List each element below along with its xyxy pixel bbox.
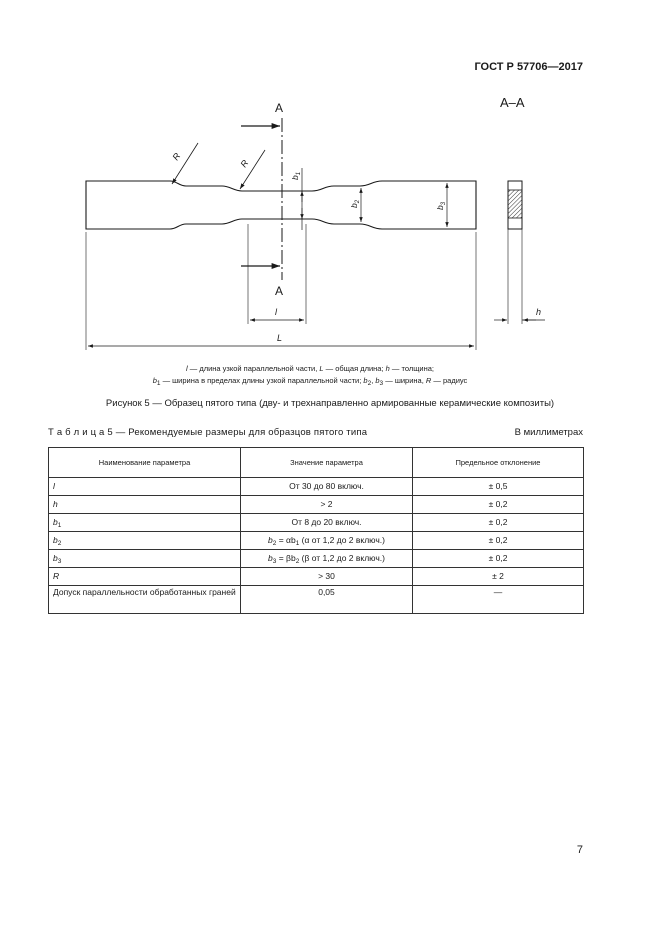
param-tolerance: — (413, 586, 584, 614)
param-value: От 8 до 20 включ. (241, 514, 413, 532)
table-row (49, 550, 584, 568)
param-value: > 2 (241, 496, 413, 514)
table-units: В миллиметрах (514, 427, 583, 438)
param-value: $b_3 = \beta b_2$ (β от 1,2 до 2 включ.) (241, 550, 413, 568)
dim-b2: $b_2$ (349, 199, 361, 208)
param-name: $b_2$ (49, 532, 241, 550)
param-tolerance: ± 0,2 (413, 532, 584, 550)
table-row (49, 496, 584, 514)
param-name: R (49, 568, 241, 586)
page-number: 7 (576, 844, 583, 856)
specimen-outline (86, 181, 476, 229)
specimen-drawing (0, 0, 661, 360)
dim-b3: $b_3$ (435, 201, 447, 210)
param-name: $b_1$ (49, 514, 241, 532)
figure-caption: Рисунок 5 — Образец пятого типа (дву- и трехнаправленно армированные керамические композиты) (105, 398, 555, 409)
param-tolerance: ± 2 (413, 568, 584, 586)
param-name: h (49, 496, 241, 514)
col-header-value: Значение параметра (241, 448, 413, 478)
param-value: 0,05 (241, 586, 413, 614)
dim-l: l (275, 307, 277, 317)
table-row (49, 514, 584, 532)
param-name: l (49, 478, 241, 496)
param-value: От 30 до 80 включ. (241, 478, 413, 496)
document-header: ГОСТ Р 57706—2017 (474, 61, 583, 73)
table-row (49, 568, 584, 586)
param-tolerance: ± 0,2 (413, 496, 584, 514)
figure-legend: l — длина узкой параллельной части, L — общая длина; h — толщина; $b_1$ — ширина в пределах длины узкой параллельной части; $b_2$, $b_3$ — ширина, R — радиус (152, 364, 468, 387)
param-tolerance: ± 0,2 (413, 514, 584, 532)
table-row (49, 586, 584, 614)
table-row (49, 478, 584, 496)
param-tolerance: ± 0,2 (413, 550, 584, 568)
section-title: А–А (500, 95, 525, 110)
dim-b1: $b_1$ (290, 171, 302, 180)
dim-h: h (536, 307, 542, 317)
section-marker-bottom: А (275, 284, 284, 298)
param-value: $b_2 = \alpha b_1$ (α от 1,2 до 2 включ.) (241, 532, 413, 550)
table-header-row (49, 448, 584, 478)
param-value: > 30 (241, 568, 413, 586)
radius-label-2: R (238, 158, 251, 170)
dim-L: L (277, 333, 283, 343)
table-title: Т а б л и ц а 5 — Рекомендуемые размеры для образцов пятого типа (48, 427, 368, 438)
param-tolerance: ± 0,5 (413, 478, 584, 496)
param-name: $b_3$ (49, 550, 241, 568)
table-row (49, 532, 584, 550)
radius-label-1: R (170, 151, 183, 163)
col-header-name: Наименование параметра (49, 448, 241, 478)
param-name: Допуск параллельности обработанных граней (49, 586, 241, 614)
parameters-table (48, 447, 584, 614)
section-marker-top: А (275, 101, 284, 115)
col-header-tolerance: Предельное отклонение (413, 448, 584, 478)
